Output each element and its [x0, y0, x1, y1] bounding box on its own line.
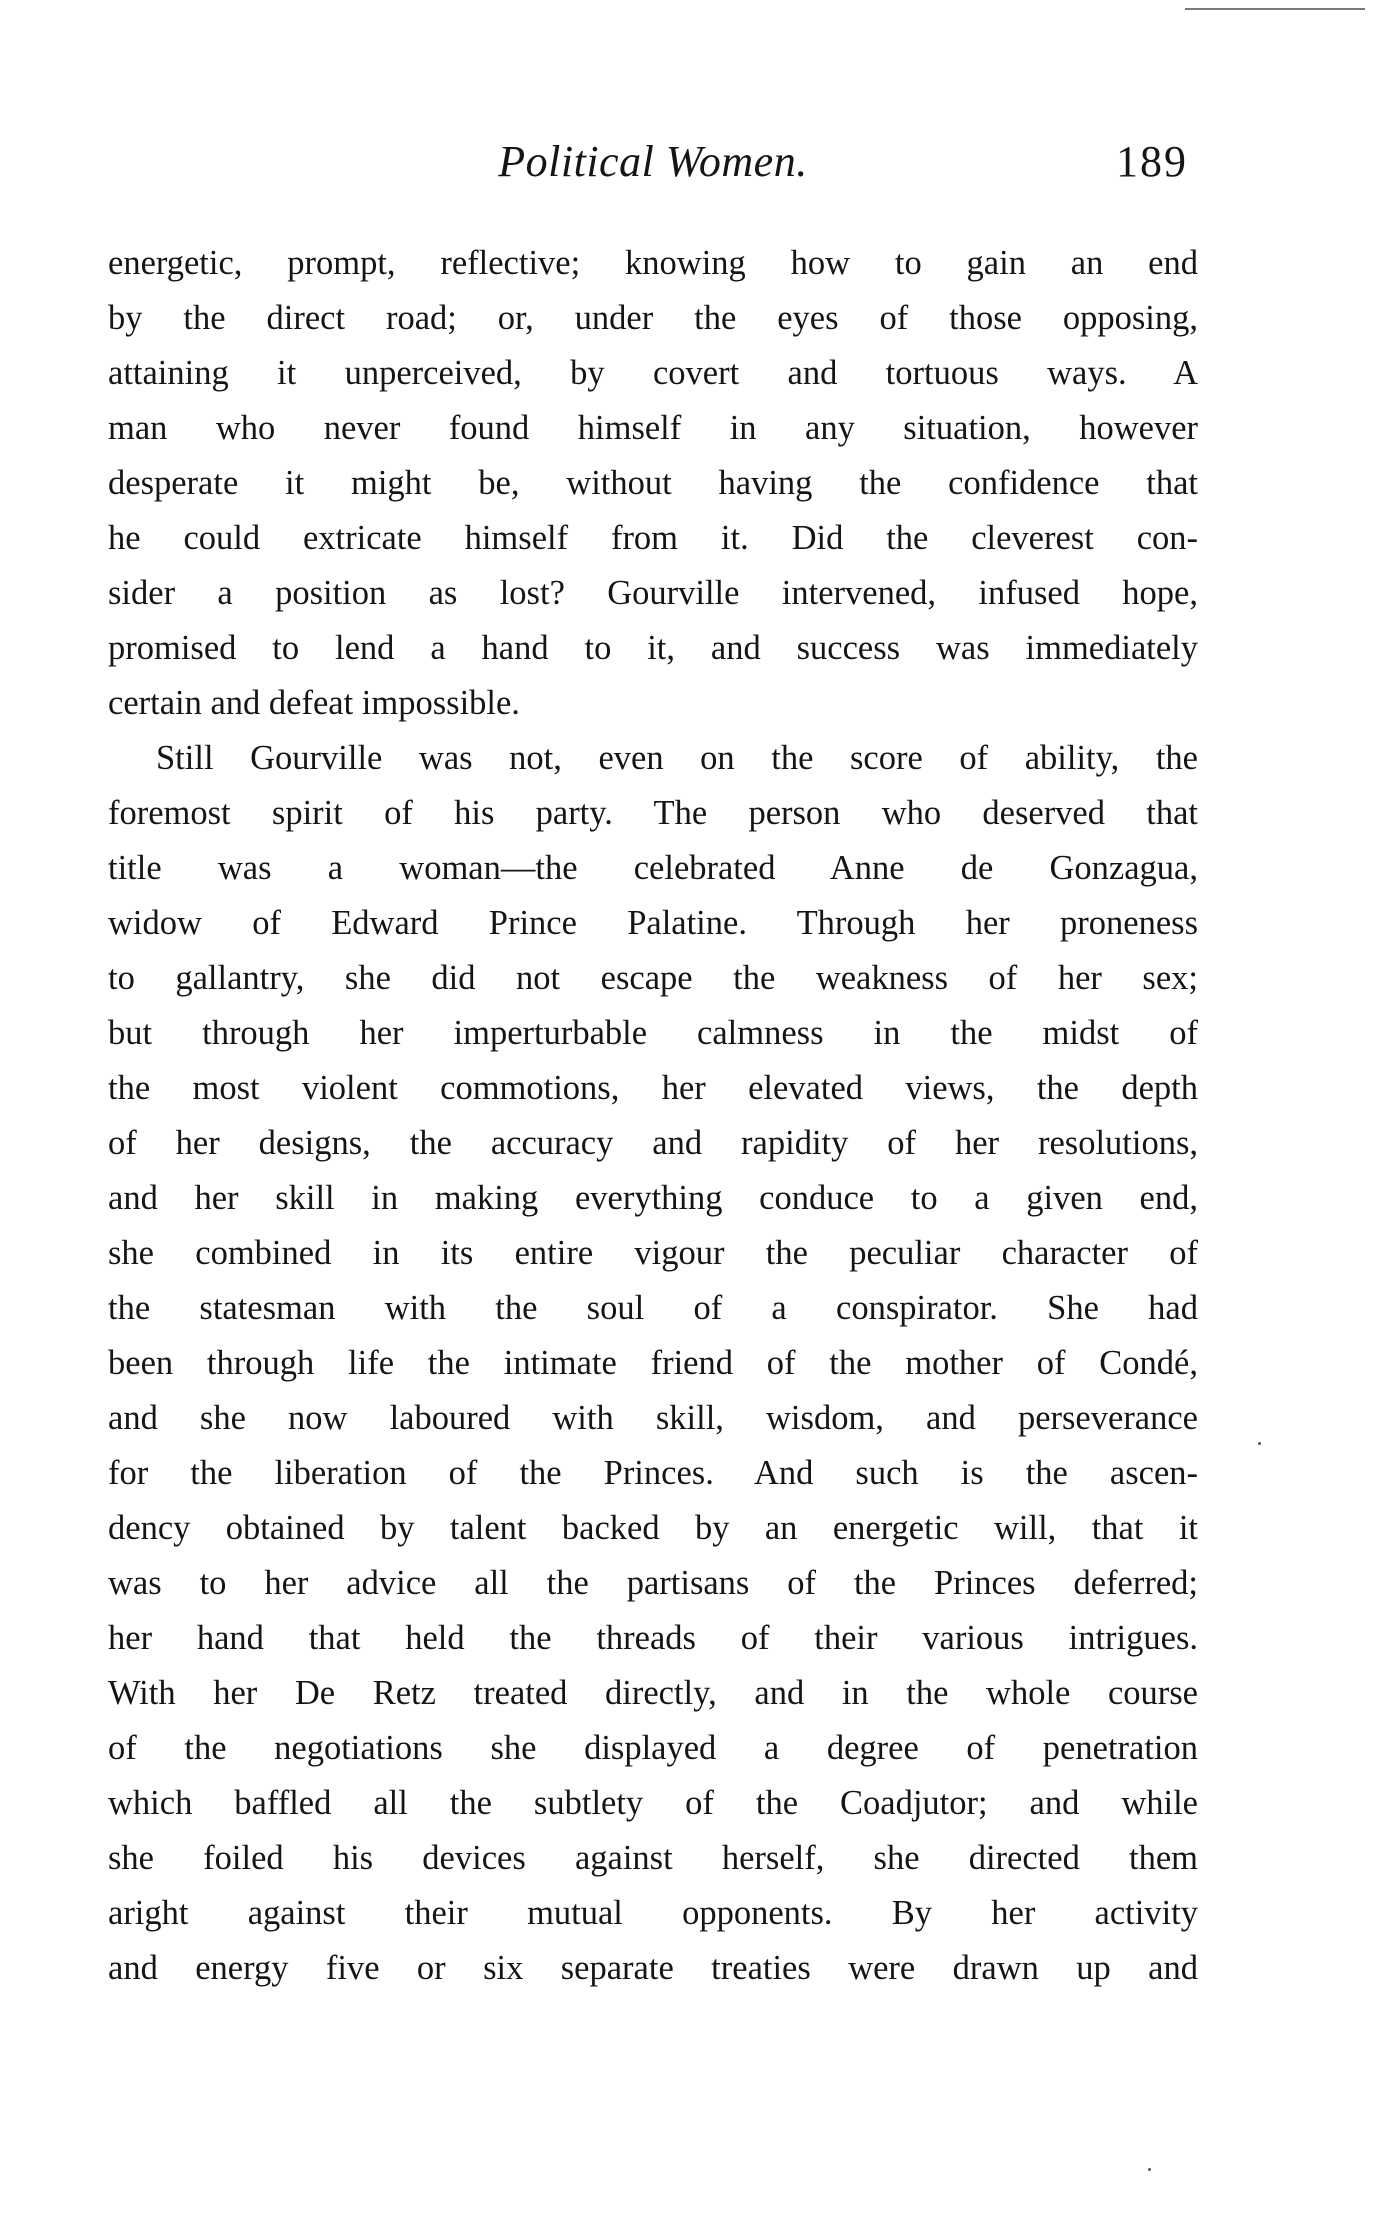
text-line: and she now laboured with skill, wisdom, and perseverance: [108, 1399, 1198, 1437]
text-line: sider a position as lost? Gourville intervened, infused hope,: [108, 574, 1198, 612]
body-text: [108, 236, 1198, 1996]
paper-speck: [1148, 2168, 1151, 2171]
text-line: the most violent commotions, her elevated views, the depth: [108, 1069, 1198, 1107]
text-line: she foiled his devices against herself, she directed them: [108, 1839, 1198, 1877]
text-line: by the direct road; or, under the eyes of those opposing,: [108, 299, 1198, 337]
running-title: Political Women.: [498, 137, 808, 186]
text-line: aright against their mutual opponents. By her activity: [108, 1894, 1198, 1932]
text-line: he could extricate himself from it. Did the cleverest con-: [108, 519, 1198, 557]
text-line: which baffled all the subtlety of the Coadjutor; and while: [108, 1784, 1198, 1822]
text-line: her hand that held the threads of their various intrigues.: [108, 1619, 1198, 1657]
text-line: Still Gourville was not, even on the score of ability, the: [156, 739, 1198, 777]
page-number: 189: [1116, 137, 1188, 186]
text-line: to gallantry, she did not escape the weakness of her sex;: [108, 959, 1198, 997]
paper-speck: [1258, 1442, 1261, 1445]
text-line: she combined in its entire vigour the peculiar character of: [108, 1234, 1198, 1272]
text-line: certain and defeat impossible.: [108, 684, 520, 722]
text-line: desperate it might be, without having the confidence that: [108, 464, 1198, 502]
text-line: man who never found himself in any situation, however: [108, 409, 1198, 447]
text-line: title was a woman—the celebrated Anne de Gonzagua,: [108, 849, 1198, 887]
text-line: dency obtained by talent backed by an energetic will, that it: [108, 1509, 1198, 1547]
text-line: attaining it unperceived, by covert and tortuous ways. A: [108, 354, 1198, 392]
text-line: been through life the intimate friend of the mother of Condé,: [108, 1344, 1198, 1382]
text-line: widow of Edward Prince Palatine. Through her proneness: [108, 904, 1198, 942]
text-line: and her skill in making everything conduce to a given end,: [108, 1179, 1198, 1217]
text-line: and energy five or six separate treaties were drawn up and: [108, 1949, 1198, 1987]
top-edge-rule: [1185, 8, 1365, 10]
text-line: With her De Retz treated directly, and in the whole course: [108, 1674, 1198, 1712]
text-line: energetic, prompt, reflective; knowing how to gain an end: [108, 244, 1198, 282]
text-line: the statesman with the soul of a conspirator. She had: [108, 1289, 1198, 1327]
text-line: promised to lend a hand to it, and success was immediately: [108, 629, 1198, 667]
text-line: was to her advice all the partisans of the Princes deferred;: [108, 1564, 1198, 1602]
text-line: of the negotiations she displayed a degree of penetration: [108, 1729, 1198, 1767]
page-header: [108, 132, 1198, 192]
text-line: foremost spirit of his party. The person who deserved that: [108, 794, 1198, 832]
text-line: for the liberation of the Princes. And such is the ascen-: [108, 1454, 1198, 1492]
text-line: of her designs, the accuracy and rapidity of her resolutions,: [108, 1124, 1198, 1162]
text-line: but through her imperturbable calmness in the midst of: [108, 1014, 1198, 1052]
